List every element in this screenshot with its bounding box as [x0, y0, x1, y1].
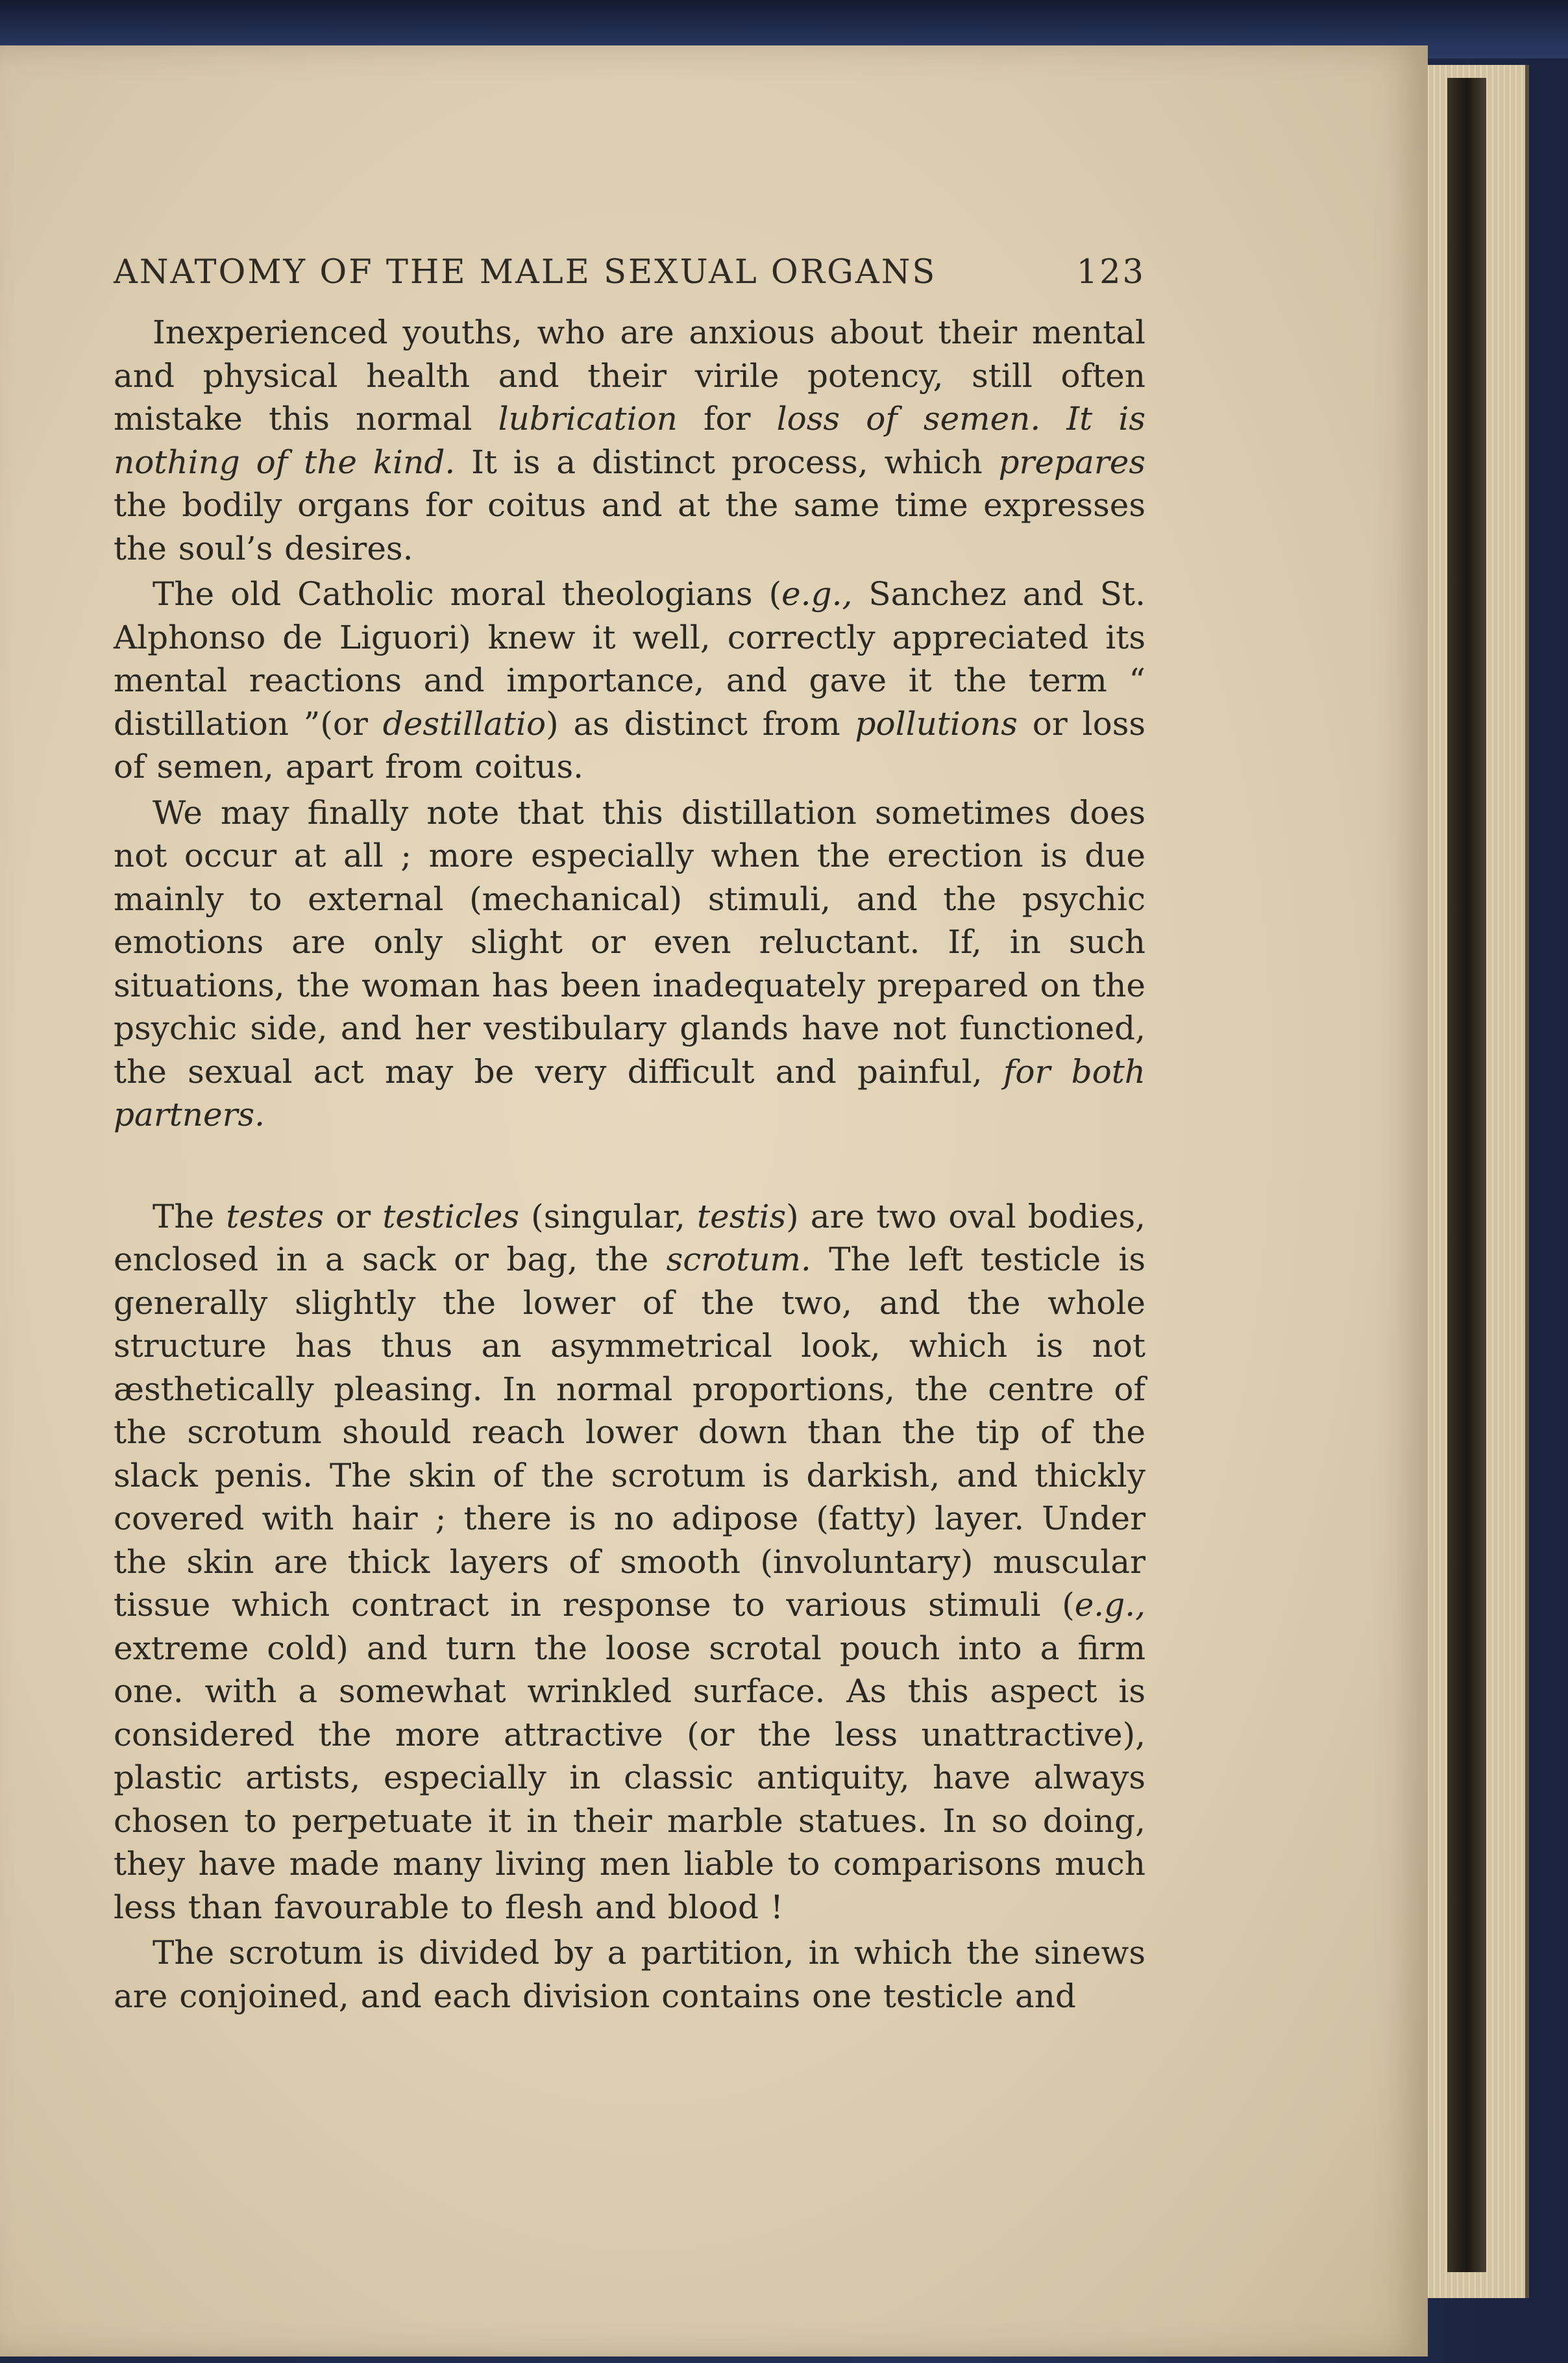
italic-run: It is nothing of the kind. — [114, 400, 1146, 481]
text-run: It is a distinct process, which — [455, 443, 999, 481]
section-break — [114, 1137, 1145, 1195]
text-run: The scrotum is divided by a partition, in which the sinews are conjoined, and each division contains one testicle and — [114, 1934, 1145, 2015]
page-number: 123 — [1076, 253, 1145, 291]
text-run: The — [153, 1197, 227, 1235]
text-run: (singular, — [519, 1197, 698, 1235]
text-run: The old Catholic moral theologians ( — [153, 575, 782, 613]
text-run — [1040, 400, 1066, 438]
italic-run: destillatio — [382, 704, 546, 743]
text-run: Sanchez and St. Alphonso de Liguori) knew it well, correctly appreciated its mental reactions and importance, and gave it the term “ distillation ”(or — [114, 575, 1145, 743]
italic-run: prepares — [998, 443, 1145, 481]
paragraph-testes — [114, 1195, 1145, 1929]
text-run: Inexperienced youths, who are anxious about their mental and physical health and their virile potency, still often mistake this normal — [114, 314, 1145, 438]
running-head — [114, 253, 1145, 291]
italic-run: for both partners. — [114, 1052, 1145, 1133]
text-run: the bodily organs for coitus and at the same time expresses the soul’s desires. — [114, 486, 1145, 567]
italic-run: e.g., — [1074, 1586, 1145, 1624]
paragraph-theologians — [114, 573, 1145, 789]
italic-run: testis — [697, 1197, 787, 1235]
book-page — [0, 45, 1428, 2357]
italic-run: testes — [226, 1197, 324, 1235]
body-text — [114, 311, 1145, 2018]
italic-run: scrotum. — [666, 1241, 811, 1278]
running-head-title: ANATOMY OF THE MALE SEXUAL ORGANS — [114, 253, 937, 291]
text-run: ) as distinct from — [546, 704, 855, 743]
italic-run: e.g., — [781, 575, 853, 613]
italic-run: loss of semen. — [776, 400, 1041, 438]
text-run: or — [324, 1197, 383, 1235]
text-run: or loss of semen, apart from coitus. — [114, 704, 1146, 786]
text-run: for — [677, 400, 777, 438]
paragraph-lubrication — [114, 311, 1145, 570]
paragraph-distillation — [114, 791, 1145, 1137]
text-run: We may finally note that this distillation sometimes does not occur at all ; more especially when the erection is due mainly to external (mechanical) stimuli, and the psychic emotions are only slight or even reluctant. If, in such situations, the woman has been inadequately prepared on the psychic side, and her vestibulary glands have not functioned, the sexual act may be very difficult and painful, — [114, 793, 1145, 1091]
page-gutter-shadow — [1447, 78, 1486, 2272]
italic-run: lubrication — [498, 400, 678, 438]
text-run: ) are two oval bodies, enclosed in a sack or bag, the — [114, 1197, 1145, 1278]
text-run: The left testicle is generally slightly the lower of the two, and the whole structure has thus an asymmetrical look, which is not æsthetically pleasing. In normal proportions, the centre of the scrotum should reach lower down than the tip of the slack penis. The skin of the scrotum is darkish, and thickly covered with hair ; there is no adipose (fatty) layer. Under the skin are thick layers of smooth (involuntary) muscular tissue which contract in response to various stimuli ( — [114, 1241, 1145, 1624]
page-content — [114, 253, 1145, 2018]
italic-run: pollutions — [855, 704, 1018, 743]
text-run: extreme cold) and turn the loose scrotal pouch into a firm one. with a somewhat wrinkled surface. As this aspect is considered the more attractive (or the less unattractive), plastic artists, especially in classic antiquity, have always chosen to perpetuate it in their marble statues. In so doing, they have made many living men liable to comparisons much less than favourable to flesh and blood ! — [114, 1629, 1145, 1926]
paragraph-scrotum-partition — [114, 1931, 1145, 2018]
italic-run: testicles — [382, 1197, 520, 1235]
